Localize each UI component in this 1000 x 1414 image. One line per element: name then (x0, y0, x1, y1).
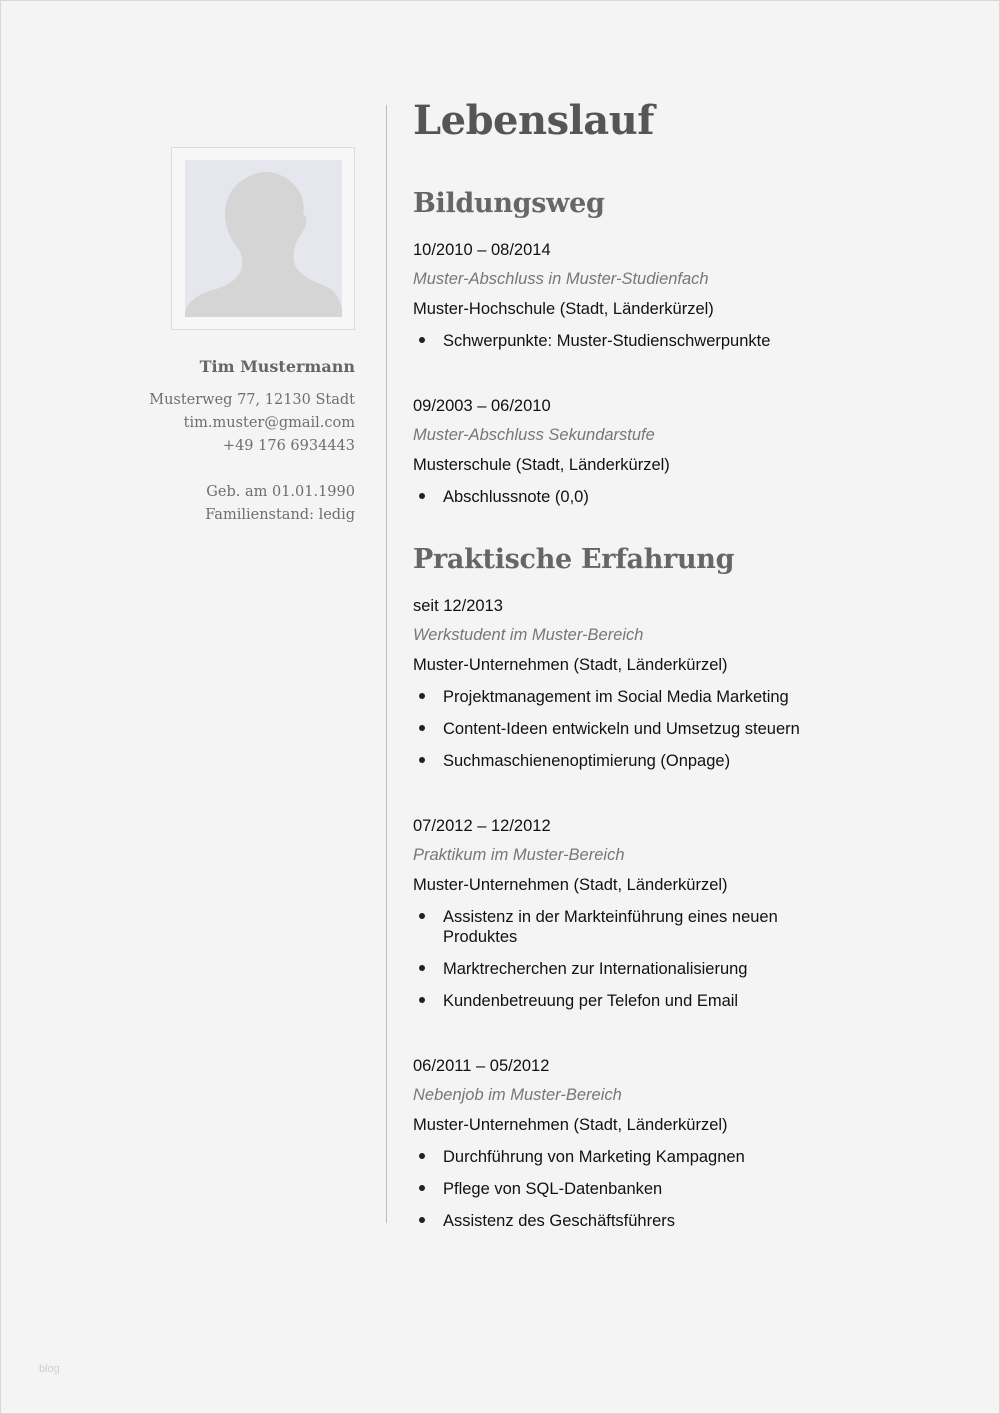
entry-role: Nebenjob im Muster-Bereich (413, 1086, 622, 1104)
vertical-divider (386, 105, 387, 1223)
bullet-icon (419, 725, 425, 731)
bullet-icon (419, 997, 425, 1003)
education-entry (413, 235, 853, 351)
list-item: Marktrecherchen zur Internationalisierung (413, 959, 853, 979)
entry-date: 06/2011 – 05/2012 (413, 1057, 550, 1075)
bullet-icon (419, 1217, 425, 1223)
list-item: Assistenz des Geschäftsführers (413, 1211, 853, 1231)
list-item: Durchführung von Marketing Kampagnen (413, 1147, 853, 1167)
list-item: Pflege von SQL-Datenbanken (413, 1179, 853, 1199)
page-title: Lebenslauf (413, 97, 654, 144)
list-item: Schwerpunkte: Muster-Studienschwerpunkte (413, 331, 853, 351)
list-item: Suchmaschienenoptimierung (Onpage) (413, 751, 853, 771)
bullet-icon (419, 337, 425, 343)
list-item: Abschlussnote (0,0) (413, 487, 853, 507)
bullet-icon (419, 913, 425, 919)
entry-date: 10/2010 – 08/2014 (413, 241, 551, 259)
bullet-icon (419, 493, 425, 499)
entry-role: Muster-Abschluss in Muster-Studienfach (413, 270, 709, 288)
entry-organization: Muster-Unternehmen (Stadt, Länderkürzel) (413, 1116, 728, 1134)
list-item: Projektmanagement im Social Media Marketing (413, 687, 853, 707)
entry-organization: Muster-Unternehmen (Stadt, Länderkürzel) (413, 876, 728, 894)
experience-entry (413, 591, 853, 771)
bullet-icon (419, 965, 425, 971)
entry-date: 07/2012 – 12/2012 (413, 817, 551, 835)
experience-entry (413, 811, 853, 1011)
bullet-icon (419, 693, 425, 699)
bullet-icon (419, 1153, 425, 1159)
list-item: Content-Ideen entwickeln und Umsetzug steuern (413, 719, 853, 739)
phone: +49 176 6934443 (222, 438, 355, 454)
entry-organization: Muster-Unternehmen (Stadt, Länderkürzel) (413, 656, 728, 674)
marital-status: Familienstand: ledig (205, 507, 355, 523)
watermark: blog (39, 1363, 60, 1375)
experience-entry (413, 1051, 853, 1231)
birth-date: Geb. am 01.01.1990 (206, 484, 355, 500)
entry-role: Praktikum im Muster-Bereich (413, 846, 625, 864)
entry-role: Muster-Abschluss Sekundarstufe (413, 426, 655, 444)
entry-date: seit 12/2013 (413, 597, 503, 615)
list-item: Assistenz in der Markteinführung eines neuen Produktes (413, 907, 853, 947)
entry-date: 09/2003 – 06/2010 (413, 397, 551, 415)
list-item: Kundenbetreuung per Telefon und Email (413, 991, 853, 1011)
profile-photo-frame (171, 147, 355, 330)
section-title-education: Bildungsweg (413, 188, 605, 219)
personal-info-block (141, 481, 355, 527)
entry-bullets (413, 487, 853, 507)
education-entry (413, 391, 853, 507)
bullet-icon (419, 1185, 425, 1191)
person-name: Tim Mustermann (199, 357, 355, 376)
entry-organization: Muster-Hochschule (Stadt, Länderkürzel) (413, 300, 714, 318)
bullet-icon (419, 757, 425, 763)
entry-bullets (413, 687, 853, 771)
entry-bullets (413, 1147, 853, 1231)
entry-organization: Musterschule (Stadt, Länderkürzel) (413, 456, 670, 474)
email: tim.muster@gmail.com (183, 415, 355, 431)
section-title-experience: Praktische Erfahrung (413, 544, 735, 575)
contact-block (141, 389, 355, 458)
entry-role: Werkstudent im Muster-Bereich (413, 626, 644, 644)
entry-bullets (413, 331, 853, 351)
address: Musterweg 77, 12130 Stadt (149, 392, 355, 408)
person-silhouette-icon (185, 160, 342, 317)
main-column (413, 97, 853, 1231)
entry-bullets (413, 907, 853, 1011)
